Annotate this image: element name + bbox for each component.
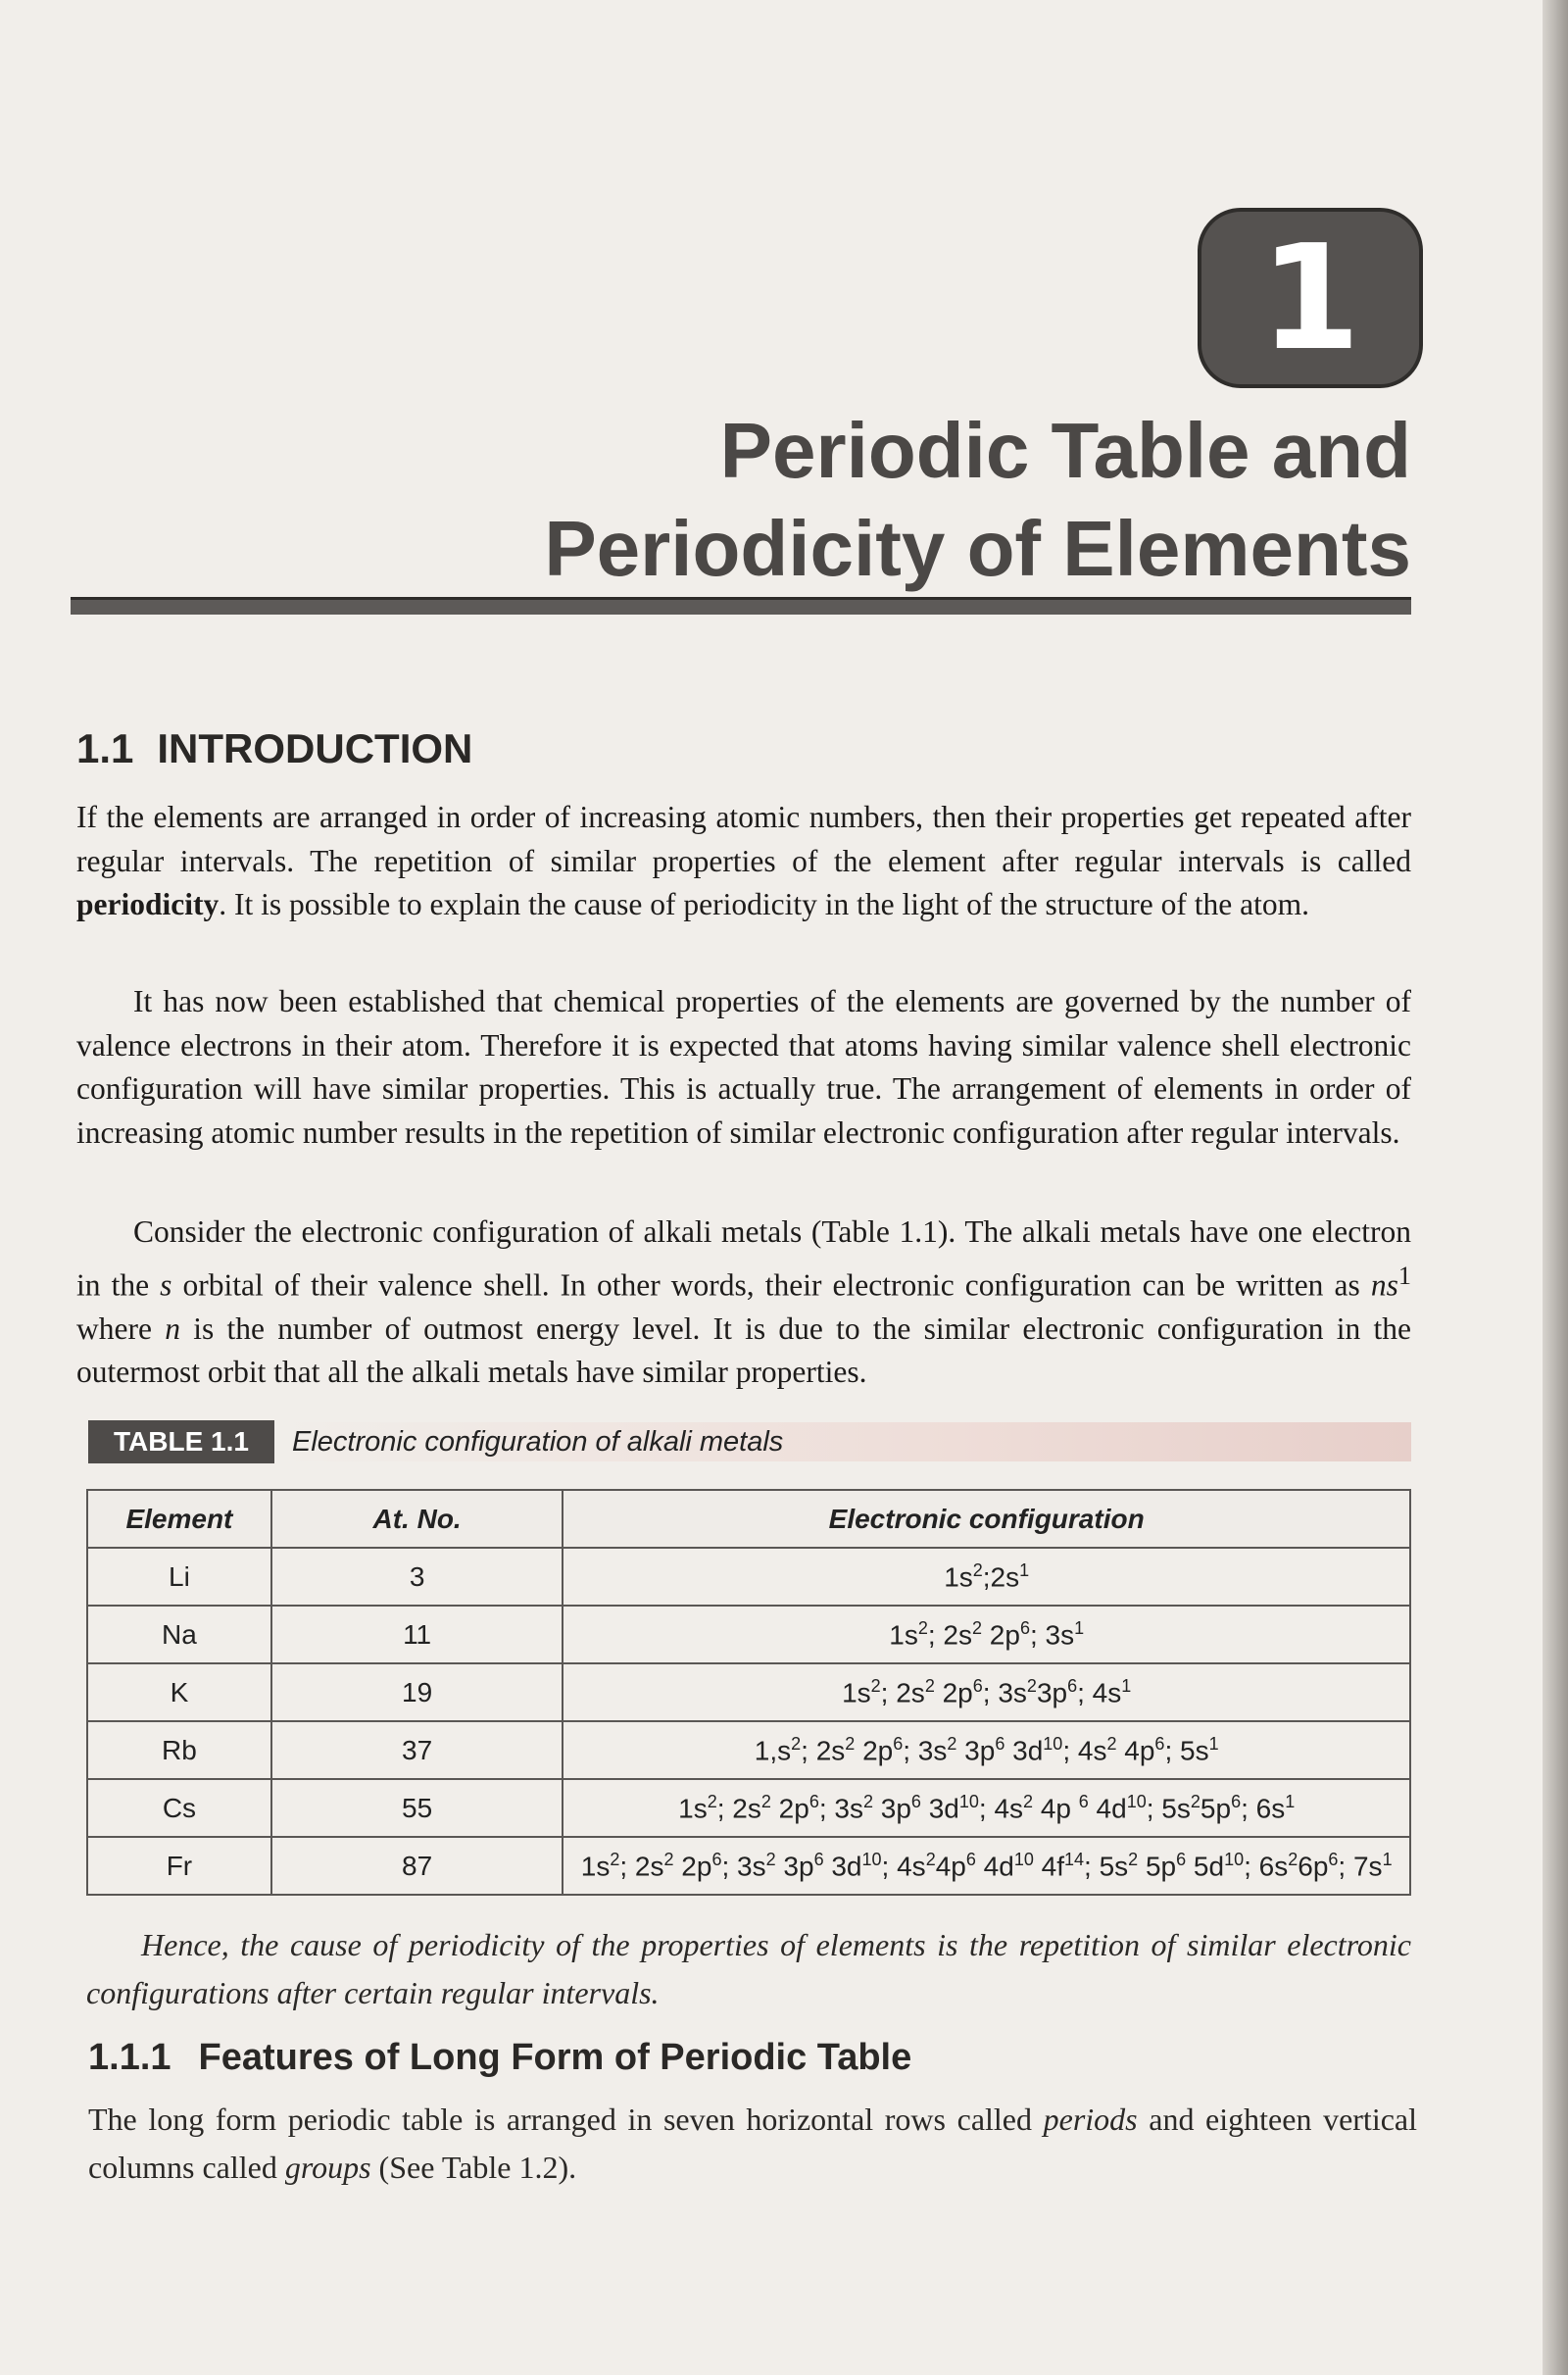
term-periods: periods [1043, 2102, 1138, 2137]
cell-element: Rb [87, 1721, 271, 1779]
cell-electronic-configuration: $1,s^2$; $2s^2$ $2p^6$; $3s^2$ $3p^6$ $3d^{10}$; $4s^2$ $4p^6$; $5s^1$ [563, 1721, 1410, 1779]
long-form-paragraph: The long form periodic table is arranged in seven horizontal rows called periods and eighteen vertical columns called groups (See Table 1.2). [88, 2102, 1418, 2185]
cell-atomic-number: 87 [271, 1837, 564, 1895]
section-heading [76, 725, 472, 772]
cell-electronic-configuration: $1s^2$; $2s^2$ $2p^6$; $3s^2$ $3p^6$ $3d^{10}$; $4s^24p^6$ $4d^{10}$ $4f^{14}$; $5s^2$ $5p^6$ $5d^{10}$; $6s^26p^6$; $7s^1$ [563, 1837, 1410, 1895]
intro-paragraph-1: If the elements are arranged in order of increasing atomic numbers, then their properties get repeated after regular intervals. The repetition of similar properties of the element after regular intervals is called periodicity. It is possible to explain the cause of periodicity in the light of the structure of the atom. [76, 800, 1411, 921]
table-label: TABLE 1.1 [88, 1420, 274, 1463]
page-edge [1543, 0, 1568, 2375]
chapter-title-rule [71, 597, 1411, 615]
section-title: INTRODUCTION [157, 725, 473, 771]
cell-atomic-number: 55 [271, 1779, 564, 1837]
chapter-number-badge: 1 [1198, 208, 1423, 388]
cell-element: Li [87, 1548, 271, 1606]
cell-atomic-number: 3 [271, 1548, 564, 1606]
intro-paragraph-2: It has now been established that chemical properties of the elements are governed by the number of valence electrons in their atom. Therefore it is expected that atoms having similar valence shell electronic configuration will have similar properties. This is actually true. The arrangement of elements in order of increasing atomic number results in the repetition of similar electronic configuration after regular intervals. [76, 984, 1411, 1150]
cell-element: Na [87, 1606, 271, 1663]
table-row [87, 1606, 1410, 1663]
cell-electronic-configuration: $1s^2$; $2s^2$ $2p^6$; $3s^1$ [563, 1606, 1410, 1663]
cell-element: K [87, 1663, 271, 1721]
conclusion-text: Hence, the cause of periodicity of the properties of elements is the repetition of similar electronic configurations after certain regular intervals. [86, 1927, 1411, 2010]
table-header-row [87, 1490, 1410, 1548]
chapter-title-line2: Periodicity of Elements [544, 505, 1411, 592]
header-atomic-number: At. No. [271, 1490, 564, 1548]
subsection-heading [88, 2037, 911, 2079]
cell-element: Cs [87, 1779, 271, 1837]
header-electronic-configuration: Electronic configuration [563, 1490, 1410, 1548]
cell-electronic-configuration: $1s^2;2s^1$ [563, 1548, 1410, 1606]
term-groups: groups [284, 2150, 371, 2185]
cell-atomic-number: 11 [271, 1606, 564, 1663]
table-row [87, 1721, 1410, 1779]
intro-paragraph-3: Consider the electronic configuration of alkali metals (Table 1.1). The alkali metals have one electron in the s orbital of their valence shell. In other words, their electronic configuration can be written as $ns^1$ where n is the number of outmost energy level. It is due to the similar electronic configuration in the outermost orbit that all the alkali metals have similar properties. [76, 1214, 1411, 1389]
cell-element: Fr [87, 1837, 271, 1895]
chapter-title-line1: Periodic Table and [719, 407, 1411, 494]
table-title: Electronic configuration of alkali metals [292, 1425, 784, 1458]
table-body [87, 1548, 1410, 1895]
chapter-title [333, 402, 1411, 598]
table-row [87, 1837, 1410, 1895]
table-row [87, 1779, 1410, 1837]
electronic-configuration-table [86, 1489, 1411, 1896]
cell-atomic-number: 37 [271, 1721, 564, 1779]
table-row [87, 1663, 1410, 1721]
cell-electronic-configuration: $1s^2$; $2s^2$ $2p^6$; $3s^23p^6$; $4s^1$ [563, 1663, 1410, 1721]
term-periodicity: periodicity [76, 887, 220, 921]
cell-electronic-configuration: $1s^2$; $2s^2$ $2p^6$; $3s^2$ $3p^6$ $3d^{10}$; $4s^2$ 4p $^6$ $4d^{10}$; $5s^25p^6$; $6s^1$ [563, 1779, 1410, 1837]
table-caption [88, 1420, 783, 1463]
cell-atomic-number: 19 [271, 1663, 564, 1721]
subsection-number: 1.1.1 [88, 2037, 172, 2078]
table-row [87, 1548, 1410, 1606]
section-number: 1.1 [76, 725, 134, 771]
header-element: Element [87, 1490, 271, 1548]
subsection-title: Features of Long Form of Periodic Table [198, 2037, 912, 2078]
